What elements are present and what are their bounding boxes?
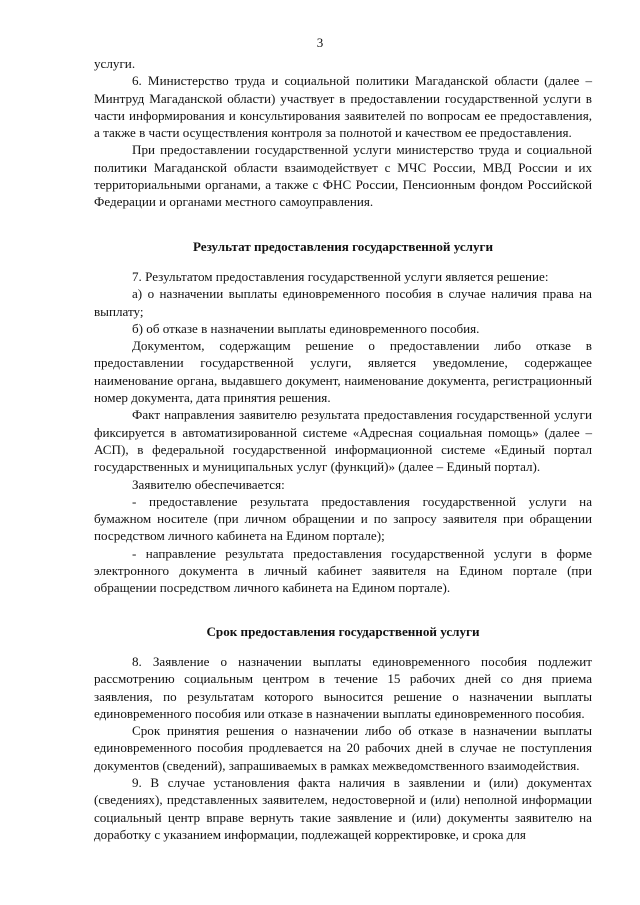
- paragraph-8: 8. Заявление о назначении выплаты единовременного пособия подлежит рассмотрению социальным центром в течение 15 рабочих дней со дня приема заявления, по результатам которого выносится решение о назначении выплаты единовременного пособия или отказе в назначении выплаты единовременного пособия.: [94, 654, 592, 721]
- paragraph-7-electronic: - направление результата предоставления государственной услуги в форме электронного документа в личный кабинет заявителя на Едином портале (при обращении посредством личного кабинета на Едином портале).: [94, 545, 592, 596]
- paragraph-7-document: Документом, содержащим решение о предоставлении либо отказе в предоставлении государственной услуги, является уведомление, содержащее наименование органа, выдавшего документ, наименование документа, регистрационный номер документа, дата принятия решения.: [94, 338, 592, 406]
- section-term: [94, 653, 592, 843]
- paragraph-7-paper: - предоставление результата предоставления государственной услуги на бумажном носителе (при личном обращении и по запросу заявителя при обращении посредством личного кабинета на Едином портале);: [94, 493, 592, 544]
- paragraph-9: 9. В случае установления факта наличия в заявлении и (или) документах (сведениях), представленных заявителем, недостоверной и (или) неполной информации социальный центр вправе вернуть такие заявление и (или) документы заявителю на доработку с указанием информации, подлежащей корректировке, и срока для: [94, 775, 592, 842]
- paragraph-7-fact: Факт направления заявителю результата предоставления государственной услуги фиксируется в автоматизированной системе «Адресная социальная помощь» (далее – АСП), в федеральной государственной информационной системе «Единый портал государственных и муниципальных услуг (функций)» (далее – Единый портал).: [94, 407, 592, 475]
- paragraph-6-interaction: При предоставлении государственной услуги министерство труда и социальной политики Магаданской области взаимодействует с МЧС России, МВД России и их территориальными органами, а также с ФНС России, Пенсионным фондом Российской Федерации и органами местного самоуправления.: [94, 142, 592, 210]
- paragraph-7: 7. Результатом предоставления государственной услуги является решение:: [132, 269, 549, 284]
- heading-term: Срок предоставления государственной услуги: [206, 624, 480, 639]
- section-result: [94, 268, 592, 597]
- paragraph-6: 6. Министерство труда и социальной политики Магаданской области (далее – Минтруд Магаданской области) участвует в предоставлении государственной услуги в части информирования и консультирования заявителей по вопросам ее предоставления, а также в части осуществления контроля за полнотой и качеством ее предоставления.: [94, 73, 592, 141]
- paragraph-7a: а) о назначении выплаты единовременного пособия в случае наличия права на выплату;: [94, 286, 592, 319]
- paragraph-8-extension: Срок принятия решения о назначении либо об отказе в назначении выплаты единовременного пособия продлевается на 20 рабочих дней в случае не поступления документов (сведений), запрашиваемых в рамках межведомственного взаимодействия.: [94, 723, 592, 773]
- paragraph-7-provided: Заявителю обеспечивается:: [132, 476, 285, 492]
- section-intro: [94, 55, 592, 211]
- paragraph-7b: б) об отказе в назначении выплаты единовременного пособия.: [132, 320, 480, 336]
- page-number: 3: [316, 35, 324, 50]
- heading-result: Результат предоставления государственной услуги: [192, 239, 494, 254]
- paragraph-continuation: услуги.: [94, 56, 136, 71]
